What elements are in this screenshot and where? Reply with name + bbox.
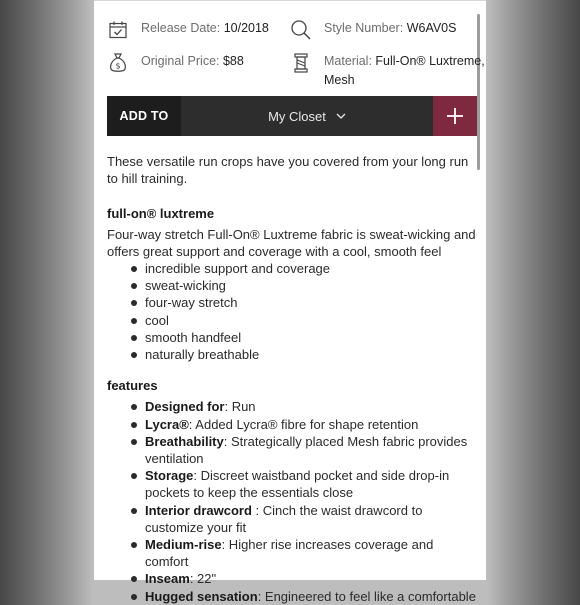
feature-text: : Added Lycra® fibre for shape retention — [188, 416, 419, 432]
list-item: smooth handfeel — [145, 329, 479, 346]
feature-term: Storage — [145, 468, 194, 484]
original-price-label: Original Price: — [141, 54, 220, 68]
list-item — [145, 433, 479, 467]
list-item — [145, 570, 479, 587]
list-item — [145, 536, 479, 570]
original-price-value: $88 — [222, 54, 244, 68]
list-item — [145, 398, 479, 415]
material-value-line2: Mesh — [324, 73, 355, 87]
material-label: Material: — [324, 54, 372, 68]
fabric-heading: full-on® luxtreme — [107, 206, 215, 222]
features-heading: features — [107, 378, 158, 394]
scrollbar[interactable] — [477, 14, 480, 170]
release-date-value: 10/2018 — [223, 21, 269, 35]
feature-term: Breathability — [145, 433, 224, 449]
intro-text: These versatile run crops have you covered from your long run to hill training. — [107, 154, 469, 187]
feature-term: Lycra® — [145, 416, 189, 432]
feature-text: : 22" — [189, 571, 217, 587]
list-item — [145, 467, 479, 501]
feature-term: Interior drawcord — [145, 502, 252, 518]
style-number-value: W6AV0S — [406, 21, 457, 35]
closet-select[interactable] — [181, 96, 433, 136]
feature-term: Designed for — [145, 399, 225, 415]
add-button[interactable] — [433, 96, 477, 136]
product-details-panel — [94, 0, 486, 604]
list-item — [145, 416, 479, 433]
chevron-down-icon — [336, 113, 346, 120]
features-list — [107, 398, 479, 604]
product-description — [107, 153, 479, 605]
list-item: sweat-wicking — [145, 277, 479, 294]
fabric-spool-icon — [290, 52, 312, 74]
list-item: cool — [145, 312, 479, 329]
feature-term: Hugged sensation — [145, 588, 258, 604]
add-to-closet-bar — [107, 96, 477, 136]
feature-text: : Engineered to feel like a comfortable — [257, 588, 476, 604]
money-bag-icon — [107, 52, 129, 74]
release-date-label: Release Date: — [141, 21, 221, 35]
fabric-bullets — [107, 260, 479, 363]
svg-text:$: $ — [115, 61, 121, 71]
list-item — [145, 588, 479, 605]
divider — [94, 0, 486, 1]
list-item: incredible support and coverage — [145, 260, 479, 277]
list-item: naturally breathable — [145, 346, 479, 363]
list-item — [145, 502, 479, 536]
closet-select-value: My Closet — [268, 108, 326, 124]
feature-text: : Run — [224, 399, 256, 415]
feature-text: : Cinch the waist drawcord to customize your fit — [145, 502, 423, 535]
material-value-line1: Full-On® Luxtreme, — [375, 54, 485, 68]
add-to-label: ADD TO — [107, 96, 181, 136]
plus-icon — [446, 107, 464, 125]
calendar-icon — [107, 19, 129, 41]
original-price-spec — [107, 52, 244, 74]
feature-text: : Higher rise increases coverage and comfort — [145, 537, 434, 570]
material-spec — [290, 52, 485, 90]
feature-term: Medium-rise — [145, 537, 222, 553]
release-date-spec — [107, 19, 269, 41]
style-number-spec — [290, 19, 456, 41]
search-icon — [290, 19, 312, 41]
style-number-label: Style Number: — [324, 21, 404, 35]
feature-term: Inseam — [145, 571, 190, 587]
fabric-text: Four-way stretch Full-On® Luxtreme fabric is sweat-wicking and offers great support and coverage with a cool, smooth feel — [107, 226, 476, 259]
feature-text: : Discreet waistband pocket and side drop-in pockets to keep the essentials close — [145, 468, 450, 501]
list-item: four-way stretch — [145, 294, 479, 311]
feature-text: : Strategically placed Mesh fabric provides ventilation — [145, 433, 468, 467]
